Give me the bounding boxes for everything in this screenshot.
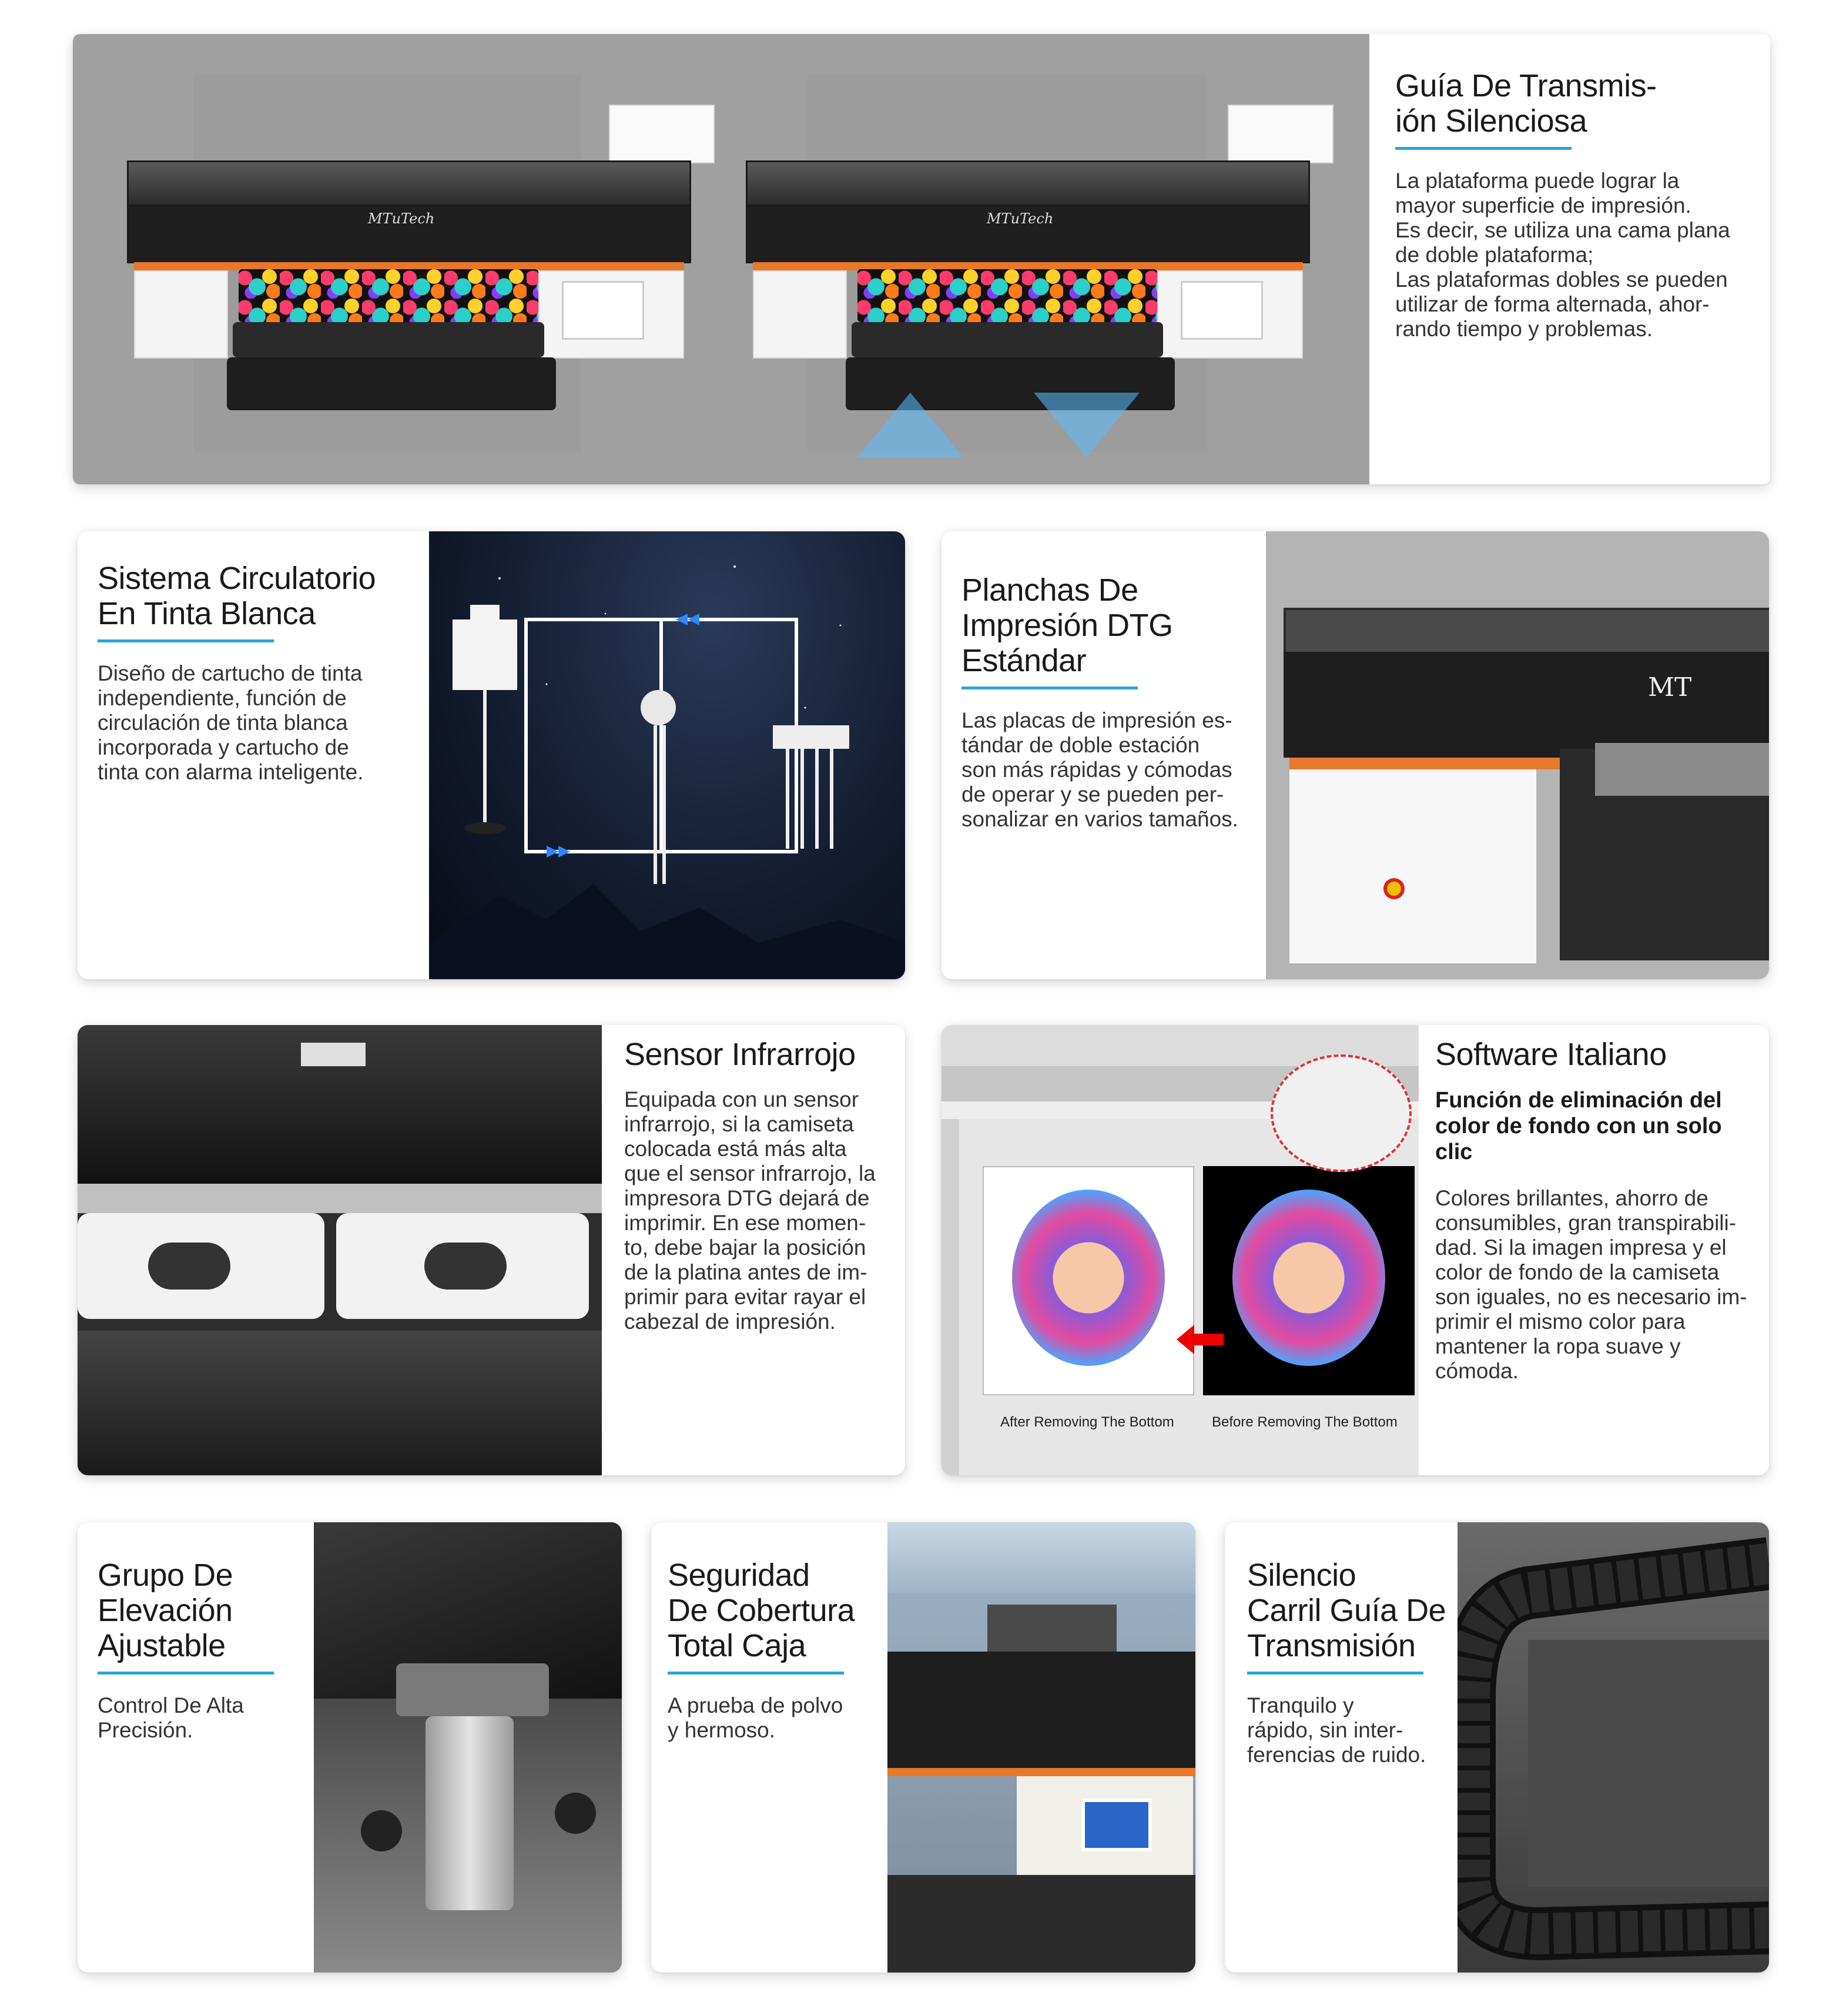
subheading-background-removal: Función de eliminación del color de fondo con un solo clic bbox=[1435, 1088, 1722, 1164]
arrow-left-icon bbox=[1177, 1325, 1224, 1354]
heading-dtg-plates: Planchas De Impresión DTG Estándar bbox=[961, 572, 1173, 678]
card-white-ink-circulation bbox=[78, 531, 905, 979]
heading-white-ink: Sistema Circulatorio En Tinta Blanca bbox=[98, 561, 376, 631]
arrow-down-icon bbox=[1028, 387, 1145, 469]
arrow-up-icon bbox=[852, 387, 969, 469]
printer-illustration-right bbox=[746, 105, 1322, 469]
card-adjustable-lift bbox=[78, 1522, 622, 1973]
dual-platform-printer-image bbox=[73, 34, 1369, 484]
brand-logo-left: MTuTech bbox=[368, 210, 435, 227]
heading-silent-guide-rail: Silencio Carril Guía De Transmisión bbox=[1247, 1558, 1446, 1663]
software-screenshot bbox=[942, 1025, 1419, 1475]
card-silent-transmission bbox=[73, 34, 1770, 484]
caption-before-removing: Before Removing The Bottom bbox=[1212, 1414, 1398, 1430]
text-block-silent-guide-rail bbox=[1247, 1558, 1470, 1767]
card-infrared-sensor bbox=[78, 1025, 905, 1475]
description-dtg-plates: Las placas de impresión es- tándar de doble estación son más rápidas y cómodas de operar y se pueden per- sonalizar en varios tamaños. bbox=[961, 708, 1238, 831]
accent-divider bbox=[961, 686, 1138, 689]
printer-illustration-left bbox=[127, 105, 703, 457]
lift-mechanism-image bbox=[314, 1522, 622, 1973]
description-adjustable-lift: Control De Alta Precisión. bbox=[98, 1693, 244, 1742]
brand-logo-right: MTuTech bbox=[987, 210, 1054, 227]
text-block-infrared bbox=[624, 1037, 894, 1334]
card-dtg-plates bbox=[942, 531, 1769, 979]
ink-circulation-diagram bbox=[429, 531, 905, 979]
enclosed-printer-image bbox=[887, 1522, 1195, 1973]
heading-full-cover: Seguridad De Cobertura Total Caja bbox=[668, 1558, 855, 1663]
heading-adjustable-lift: Grupo De Elevación Ajustable bbox=[98, 1558, 233, 1663]
caption-after-removing: After Removing The Bottom bbox=[1000, 1414, 1174, 1430]
accent-divider bbox=[98, 1672, 274, 1675]
accent-divider bbox=[1395, 147, 1572, 150]
text-block-italian-software bbox=[1435, 1037, 1764, 1384]
description-white-ink: Diseño de cartucho de tinta independiente, función de circulación de tinta blanca incorporada y cartucho de tinta con alarma inteligente. bbox=[98, 661, 364, 784]
description-silent-transmission: La plataforma puede lograr la mayor superficie de impresión. Es decir, se utiliza una cama plana de doble plataforma; Las plataformas dobles se pueden utilizar de forma alternada, ahor- rando tiempo y problemas. bbox=[1395, 169, 1730, 341]
accent-divider bbox=[668, 1672, 844, 1675]
accent-divider bbox=[1247, 1672, 1423, 1675]
card-silent-guide-rail bbox=[1225, 1522, 1769, 1973]
accent-divider bbox=[98, 639, 274, 642]
heading-italian-software: Software Italiano bbox=[1435, 1037, 1667, 1072]
text-block-full-cover bbox=[668, 1558, 897, 1743]
card-italian-software bbox=[942, 1025, 1769, 1475]
infrared-sensor-image bbox=[78, 1025, 602, 1475]
heading-infrared: Sensor Infrarrojo bbox=[624, 1037, 856, 1072]
description-full-cover: A prueba de polvo y hermoso. bbox=[668, 1693, 843, 1742]
description-silent-guide-rail: Tranquilo y rápido, sin inter- ferencias de ruido. bbox=[1247, 1693, 1426, 1767]
cable-chain-image bbox=[1458, 1522, 1769, 1973]
description-italian-software: Colores brillantes, ahorro de consumibles, gran transpirabili- dad. Si la imagen impresa y el color de fondo de la camiseta son iguales, no es necesario im- primir el mismo color para mantener la ropa suave y cómoda. bbox=[1435, 1186, 1747, 1383]
printer-closeup-image: MT bbox=[1266, 531, 1769, 979]
heading-silent-transmission: Guía De Transmis- ión Silenciosa bbox=[1395, 68, 1657, 139]
card-full-cover bbox=[651, 1522, 1195, 1973]
text-block-white-ink bbox=[98, 561, 427, 785]
text-block-adjustable-lift bbox=[98, 1558, 297, 1743]
text-block-silent-transmission bbox=[1395, 68, 1748, 341]
text-block-dtg-plates bbox=[961, 572, 1279, 832]
description-infrared: Equipada con un sensor infrarrojo, si la camiseta colocada está más alta que el sensor infrarrojo, la impresora DTG dejará de imprimir. En ese momen- to, debe bajar la posición de la platina antes de im- primir para evitar rayar el cabezal de impresión. bbox=[624, 1087, 876, 1334]
